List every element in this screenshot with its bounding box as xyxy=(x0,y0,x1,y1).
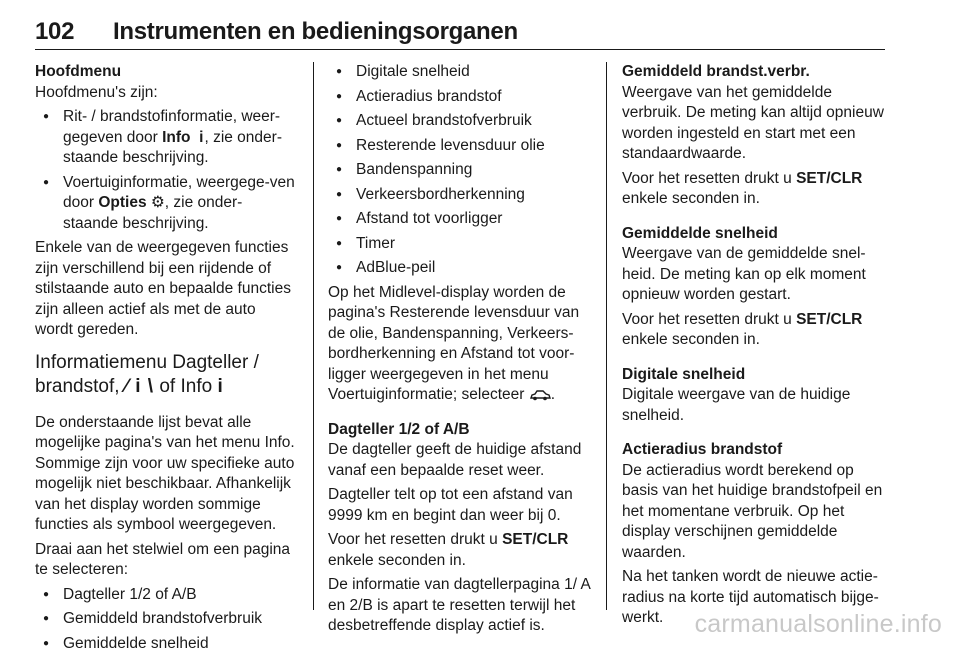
list-item xyxy=(35,107,297,169)
trip-fuel-icon: ⁄ i \ xyxy=(124,375,155,397)
page-title: Instrumenten en bedieningsorganen xyxy=(113,18,518,45)
select-instruction: Draai aan het stelwiel om een pagina te selecteren: xyxy=(35,540,291,578)
info-pages-list xyxy=(35,585,297,655)
list-item: ● Actueel brandstofverbruik xyxy=(328,111,590,132)
watermark: carmanualsonline.info xyxy=(694,610,942,638)
reset-text: Voor het resetten drukt u xyxy=(622,310,797,328)
list-item: ● Dagteller 1/2 of A/B xyxy=(35,585,297,606)
list-item: ● AdBlue-peil xyxy=(328,258,590,279)
page-header xyxy=(35,0,885,54)
heading-digitale-snelheid: Digitale snelheid xyxy=(622,365,746,383)
list-item: ● Timer xyxy=(328,234,590,255)
set-clr-label: SET/CLR xyxy=(796,310,863,328)
heading-gemiddeld-verbruik: Gemiddeld brandst.verbr. xyxy=(622,63,810,80)
section-title-of-info: of Info xyxy=(154,375,218,397)
list-item: ● Gemiddelde snelheid xyxy=(35,634,297,655)
dagteller-reset-note: De informatie van dagtellerpagina 1/ A en 2/B is apart te resetten terwijl het desbetreffende display actief is. xyxy=(328,576,590,634)
heading-gemiddelde-snelheid: Gemiddelde snelheid xyxy=(622,224,778,242)
gemiddelde-snelheid-text: Weergave van de gemiddelde snel-heid. De meting kan op elk moment opnieuw worden gestart. xyxy=(622,245,866,303)
set-clr-label: SET/CLR xyxy=(796,169,863,187)
list-item: ● Bandenspanning xyxy=(328,160,590,181)
item-text: Rit- / brandstofinformatie, weer-gegeven door xyxy=(63,108,281,146)
actieradius-text: De actieradius wordt berekend op basis van het huidige brandstofpeil en het momentane verbruik. Op het display verschijnen gemiddelde waarden. xyxy=(622,461,883,561)
midlevel-display-note xyxy=(328,283,590,406)
item-text: , zie onder-staande beschrijving. xyxy=(63,194,243,232)
reset-text: enkele seconden in. xyxy=(622,190,760,207)
info-icon: i xyxy=(199,128,205,146)
heading-hoofdmenu: Hoofdmenu xyxy=(35,63,122,80)
column-divider-1 xyxy=(313,62,314,610)
dagteller-limit: Dagteller telt op tot een afstand van 9999 km en begint dan weer bij 0. xyxy=(328,486,573,524)
list-item: ● Resterende levensduur olie xyxy=(328,136,590,157)
info-menu-description: De onderstaande lijst bevat alle mogelijke pagina's van het menu Info. Sommige zijn voor uw specifieke auto mogelijk niet beschikbaar. Afhankelijk van het display worden sommige functies als symbool weergegeven. xyxy=(35,413,295,533)
info-label: Info xyxy=(162,128,191,146)
list-item: ● Afstand tot voorligger xyxy=(328,209,590,230)
reset-instruction xyxy=(328,530,590,571)
list-item: ● Verkeersbordherkenning xyxy=(328,185,590,206)
item-text: Voertuiginformatie, weergege-ven door xyxy=(63,173,295,211)
section-title-line1: Informatiemenu Dagteller / xyxy=(35,351,259,373)
reset-instruction xyxy=(622,310,888,351)
midlevel-text: Op het Midlevel-display worden de pagina's Resterende levensduur van de olie, Bandenspanning, Verkeers-bordherkenning en Afstand tot voor-ligger weergegeven in het menu Voertuiginformatie; selecteer xyxy=(328,283,580,403)
info-icon: i xyxy=(217,375,224,397)
reset-text: Voor het resetten drukt u xyxy=(328,531,503,548)
car-icon xyxy=(529,389,551,401)
page-number: 102 xyxy=(35,18,75,45)
set-clr-label: SET/CLR xyxy=(502,531,569,548)
column-2 xyxy=(328,62,590,641)
gear-icon: ⚙ xyxy=(150,194,165,211)
section-title xyxy=(35,351,297,399)
heading-actieradius: Actieradius brandstof xyxy=(622,441,783,458)
list-item: ● Actieradius brandstof xyxy=(328,87,590,108)
gemiddeld-verbruik-text: Weergave van het gemiddelde verbruik. De meting kan altijd opnieuw worden ingesteld en start met een standaardwaarde. xyxy=(622,83,884,162)
reset-text: Voor het resetten drukt u xyxy=(622,169,797,187)
intro-text: Hoofdmenu's zijn: xyxy=(35,83,158,101)
dagteller-description: De dagteller geeft de huidige afstand vanaf een bepaalde reset weer. xyxy=(328,441,582,479)
column-divider-2 xyxy=(606,62,607,610)
main-menu-list xyxy=(35,107,297,234)
info-pages-list-continued xyxy=(328,62,590,279)
digitale-snelheid-text: Digitale weergave van de huidige snelheid. xyxy=(622,386,851,424)
list-item: ● Digitale snelheid xyxy=(328,62,590,83)
item-text: , zie onder-staande beschrijving. xyxy=(63,128,282,166)
midlevel-text-end: . xyxy=(550,386,556,403)
heading-dagteller: Dagteller 1/2 of A/B xyxy=(328,420,470,438)
reset-text: enkele seconden in. xyxy=(328,551,466,569)
list-item: ● Gemiddeld brandstofverbruik xyxy=(35,609,297,630)
list-item xyxy=(35,173,297,235)
reset-instruction xyxy=(622,169,888,210)
column-1 xyxy=(35,62,297,658)
section-title-line2: brandstof, xyxy=(35,375,125,397)
column-3 xyxy=(622,62,888,633)
note-text: Enkele van de weergegeven functies zijn verschillend bij een rijdende of stilstaande auto en bepaalde functies zijn alleen actief als met de auto wordt gereden. xyxy=(35,239,291,338)
reset-text: enkele seconden in. xyxy=(622,331,760,348)
header-divider xyxy=(35,49,885,50)
opties-label: Opties xyxy=(98,194,147,211)
actieradius-refuel-text: Na het tanken wordt de nieuwe actie-radius na korte tijd automatisch bijge-werkt. xyxy=(622,568,879,626)
